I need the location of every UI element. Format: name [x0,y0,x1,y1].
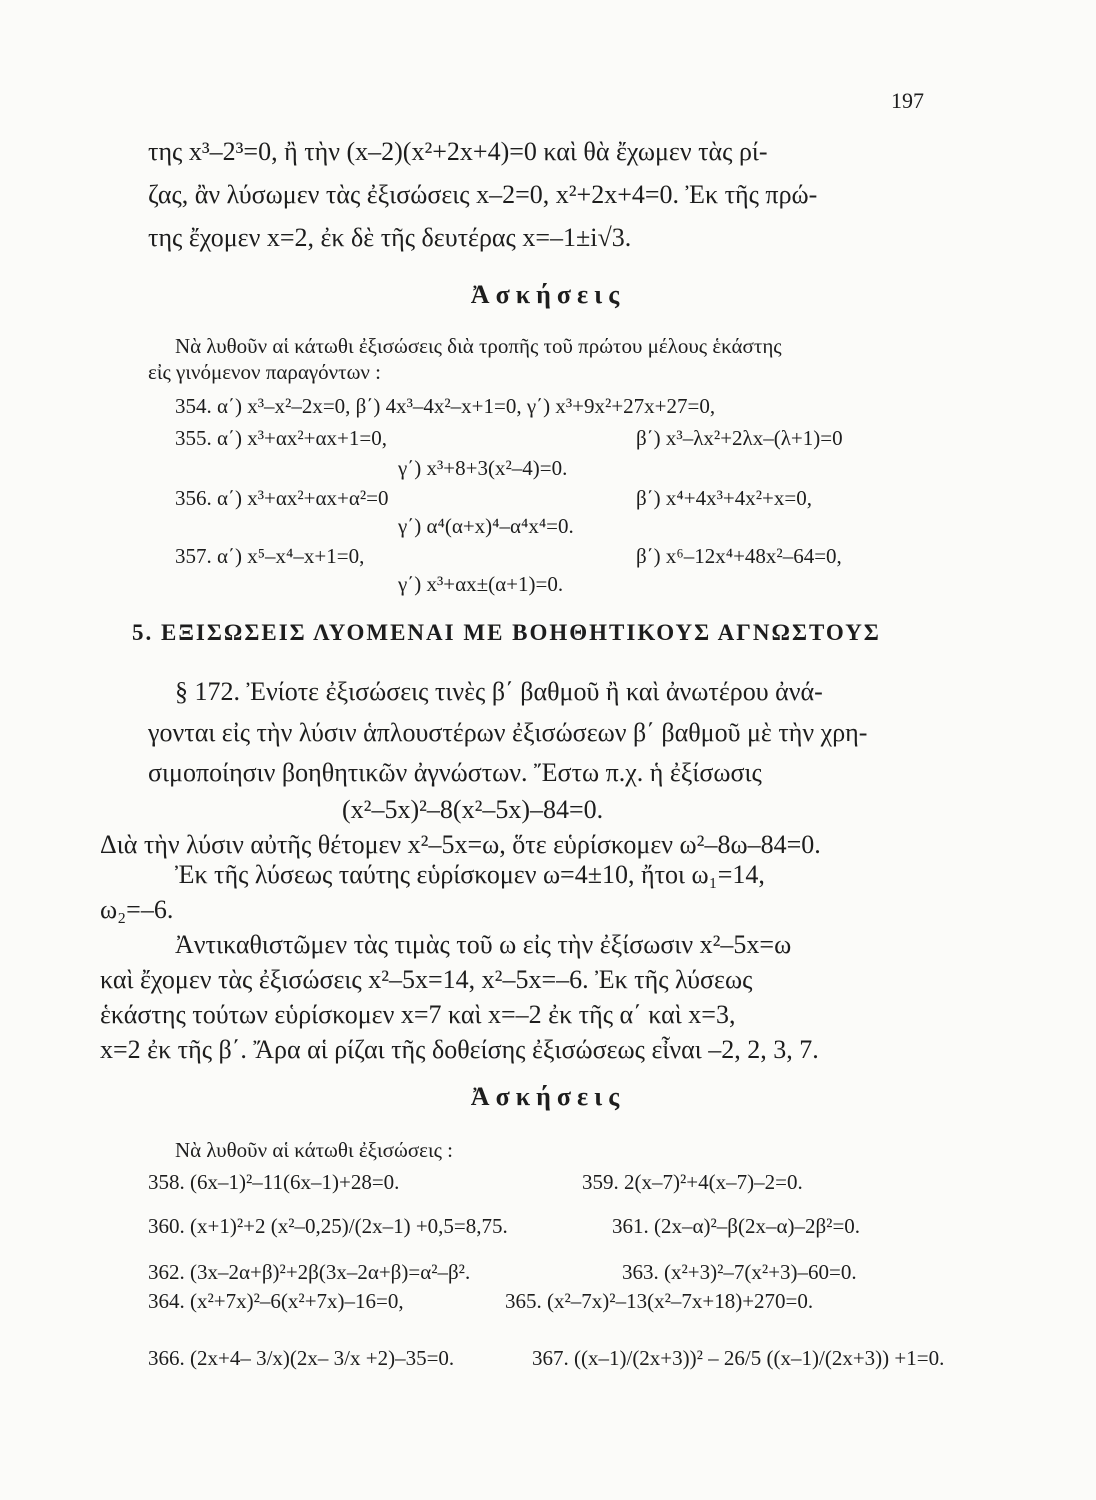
exercise-item: 357. α΄) x⁵–x⁴–x+1=0, [175,544,365,568]
exercise-item: 364. (x²+7x)²–6(x²+7x)–16=0, [148,1289,404,1313]
body-line: ἑκάστης τούτων εὑρίσκομεν x=7 καὶ x=–2 ἐκ τῆς α΄ καὶ x=3, [100,1000,736,1029]
body-line: § 172. Ἐνίοτε ἐξισώσεις τινὲς β΄ βαθμοῦ ἢ καὶ ἀνωτέρου ἀνά- [175,677,823,706]
exercise-intro: εἰς γινόμενον παραγόντων : [148,360,381,384]
exercise-item: 367. ((x–1)/(2x+3))² – 26/5 ((x–1)/(2x+3)) +1=0. [532,1346,945,1370]
text-line: της ἔχομεν x=2, ἐκ δὲ τῆς δευτέρας x=–1±i√3. [148,223,632,252]
exercise-item: γ΄) x³+8+3(x²–4)=0. [398,456,568,480]
exercise-item: 354. α΄) x³–x²–2x=0, β΄) 4x³–4x²–x+1=0, γ΄) x³+9x²+27x+27=0, [175,394,716,418]
section-title: 5. ΕΞΙΣΩΣΕΙΣ ΛΥΟΜΕΝΑΙ ΜΕ ΒΟΗΘΗΤΙΚΟΥΣ ΑΓΝΩΣΤΟΥΣ [132,620,881,645]
body-line: Ἐκ τῆς λύσεως ταύτης εὑρίσκομεν ω=4±10, ἤτοι ω₁=14, [175,860,765,889]
exercise-item: 365. (x²–7x)²–13(x²–7x+18)+270=0. [505,1289,814,1313]
exercise-item: 359. 2(x–7)²+4(x–7)–2=0. [582,1170,803,1194]
text-line: της x³–2³=0, ἢ τὴν (x–2)(x²+2x+4)=0 καὶ θὰ ἔχωμεν τὰς ρί- [148,137,768,166]
body-line: Διὰ τὴν λύσιν αὐτῆς θέτομεν x²–5x=ω, ὅτε εὑρίσκομεν ω²–8ω–84=0. [100,830,821,859]
exercise-item: 361. (2x–α)²–β(2x–α)–2β²=0. [612,1214,861,1238]
exercise-item: β΄) x⁴+4x³+4x²+x=0, [636,486,812,510]
exercise-item: 366. (2x+4– 3/x)(2x– 3/x +2)–35=0. [148,1346,455,1370]
exercise-item: 356. α΄) x³+αx²+αx+α²=0 [175,486,389,510]
exercise-intro: Νὰ λυθοῦν αἱ κάτωθι ἐξισώσεις διὰ τροπῆς τοῦ πρώτου μέλους ἑκάστης [175,334,782,358]
exercise-item: γ΄) x³+αx±(α+1)=0. [398,572,564,596]
exercise-item: 360. (x+1)²+2 (x²–0,25)/(2x–1) +0,5=8,75. [148,1214,508,1238]
exercise-intro: Νὰ λυθοῦν αἱ κάτωθι ἐξισώσεις : [175,1138,454,1162]
page-number: 197 [891,88,924,113]
exercise-item: β΄) x³–λx²+2λx–(λ+1)=0 [636,426,843,450]
body-line: γονται εἰς τὴν λύσιν ἁπλουστέρων ἐξισώσεων β΄ βαθμοῦ μὲ τὴν χρη- [148,718,868,747]
exercise-item: 363. (x²+3)²–7(x²+3)–60=0. [622,1260,857,1284]
exercise-item: 362. (3x–2α+β)²+2β(3x–2α+β)=α²–β². [148,1260,471,1284]
exercises-heading: Ἀσκήσεις [470,280,626,309]
exercise-item: γ΄) α⁴(α+x)⁴–α⁴x⁴=0. [398,514,574,538]
body-line: Ἀντικαθιστῶμεν τὰς τιμὰς τοῦ ω εἰς τὴν ἐξίσωσιν x²–5x=ω [175,930,792,959]
body-line: καὶ ἔχομεν τὰς ἐξισώσεις x²–5x=14, x²–5x=–6. Ἐκ τῆς λύσεως [100,965,753,994]
exercise-item: 355. α΄) x³+αx²+αx+1=0, [175,426,387,450]
exercise-item: 358. (6x–1)²–11(6x–1)+28=0. [148,1170,400,1194]
equation: (x²–5x)²–8(x²–5x)–84=0. [342,795,604,824]
body-line: σιμοποίησιν βοηθητικῶν ἀγνώστων. Ἔστω π.χ. ἡ ἐξίσωσις [148,758,762,787]
body-line: x=2 ἐκ τῆς β΄. Ἄρα αἱ ρίζαι τῆς δοθείσης ἐξισώσεως εἶναι –2, 2, 3, 7. [100,1035,819,1064]
exercises-heading: Ἀσκήσεις [470,1082,626,1111]
body-line: ω₂=–6. [100,895,174,924]
text-line: ζας, ἂν λύσωμεν τὰς ἐξισώσεις x–2=0, x²+2x+4=0. Ἐκ τῆς πρώ- [148,180,818,209]
exercise-item: β΄) x⁶–12x⁴+48x²–64=0, [636,544,842,568]
